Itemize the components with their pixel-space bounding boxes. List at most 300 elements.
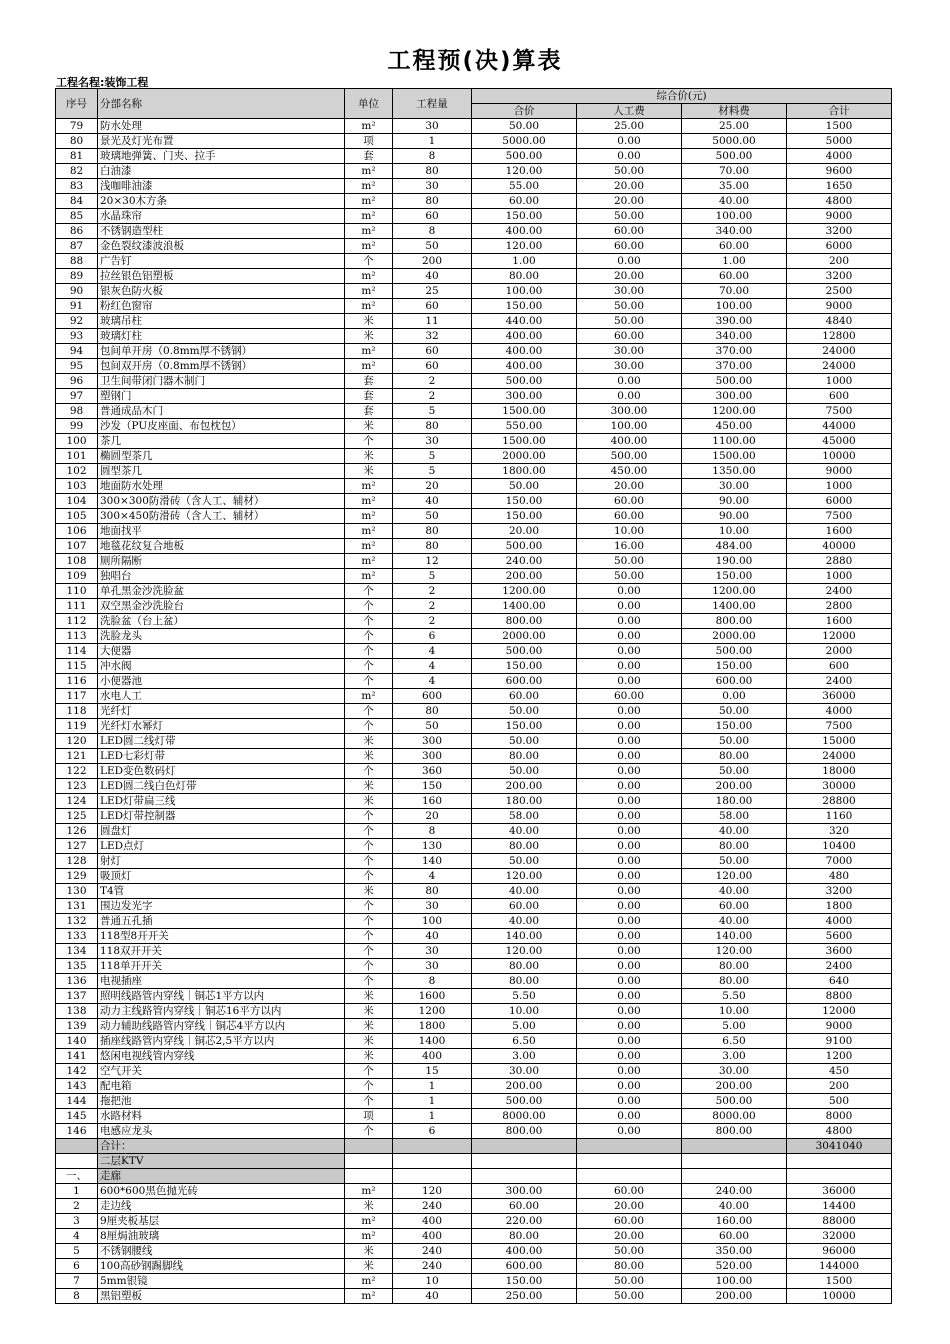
cell-unit: 米 <box>345 419 393 434</box>
page-title: 工程预(决)算表 <box>387 48 563 74</box>
subsection-row <box>56 1169 892 1184</box>
cell-qty: 400 <box>393 1049 472 1064</box>
cell-no: 1 <box>56 1184 98 1199</box>
table-row <box>56 659 892 674</box>
cell-labor: 30.00 <box>577 344 682 359</box>
cell-labor: 0.00 <box>577 929 682 944</box>
cell-unit: m² <box>345 224 393 239</box>
cell-labor: 0.00 <box>577 869 682 884</box>
cell-material: 180.00 <box>682 794 787 809</box>
cell-unit-price: 400.00 <box>472 359 577 374</box>
cell-unit: 米 <box>345 749 393 764</box>
cell-qty: 4 <box>393 869 472 884</box>
cell-total: 1500 <box>787 119 892 134</box>
cell-unit: 个 <box>345 254 393 269</box>
cell-name: LED灯带控制器 <box>98 809 345 824</box>
cell-unit: 米 <box>345 794 393 809</box>
cell-unit: 个 <box>345 719 393 734</box>
cell-name: 大便器 <box>98 644 345 659</box>
cell-no: 126 <box>56 824 98 839</box>
header-no: 序号 <box>56 89 98 119</box>
cell-material: 300.00 <box>682 389 787 404</box>
cell-material: 1200.00 <box>682 404 787 419</box>
table-row <box>56 704 892 719</box>
cell-unit-price: 120.00 <box>472 164 577 179</box>
table-row <box>56 359 892 374</box>
cell-name: 空气开关 <box>98 1064 345 1079</box>
cell-total: 1200 <box>787 1049 892 1064</box>
cell-material: 40.00 <box>682 194 787 209</box>
cell-qty: 5 <box>393 404 472 419</box>
cell-total: 8000 <box>787 1109 892 1124</box>
cell-material: 90.00 <box>682 509 787 524</box>
section-cell-empty <box>577 1154 682 1169</box>
cell-material: 1.00 <box>682 254 787 269</box>
cell-no: 114 <box>56 644 98 659</box>
cell-no: 143 <box>56 1079 98 1094</box>
cell-material: 5.50 <box>682 989 787 1004</box>
cell-name: 光纤灯 <box>98 704 345 719</box>
cell-labor: 60.00 <box>577 329 682 344</box>
cell-total: 18000 <box>787 764 892 779</box>
cell-qty: 80 <box>393 194 472 209</box>
cell-unit-price: 150.00 <box>472 659 577 674</box>
cell-unit-price: 20.00 <box>472 524 577 539</box>
cell-total: 96000 <box>787 1244 892 1259</box>
budget-table <box>55 88 892 1304</box>
cell-qty: 8 <box>393 824 472 839</box>
total-cell-empty <box>56 1139 98 1154</box>
section-cell-empty <box>393 1154 472 1169</box>
cell-unit: m² <box>345 164 393 179</box>
cell-material: 520.00 <box>682 1259 787 1274</box>
cell-unit: 项 <box>345 1109 393 1124</box>
cell-labor: 0.00 <box>577 794 682 809</box>
cell-name: 围边发光字 <box>98 899 345 914</box>
cell-unit: 米 <box>345 989 393 1004</box>
subsection-cell-empty <box>787 1169 892 1184</box>
cell-labor: 50.00 <box>577 569 682 584</box>
table-row <box>56 749 892 764</box>
cell-qty: 10 <box>393 1274 472 1289</box>
cell-total: 3600 <box>787 944 892 959</box>
cell-total: 3200 <box>787 224 892 239</box>
total-value: 3041040 <box>787 1139 892 1154</box>
cell-total: 1500 <box>787 1274 892 1289</box>
cell-qty: 5 <box>393 464 472 479</box>
cell-unit: 个 <box>345 1094 393 1109</box>
cell-no: 135 <box>56 959 98 974</box>
cell-total: 9600 <box>787 164 892 179</box>
table-row <box>56 1214 892 1229</box>
cell-labor: 0.00 <box>577 644 682 659</box>
cell-labor: 50.00 <box>577 1274 682 1289</box>
cell-labor: 0.00 <box>577 704 682 719</box>
table-row <box>56 509 892 524</box>
cell-labor: 0.00 <box>577 824 682 839</box>
cell-qty: 1 <box>393 1109 472 1124</box>
cell-qty: 400 <box>393 1229 472 1244</box>
table-row <box>56 1124 892 1139</box>
cell-labor: 20.00 <box>577 1229 682 1244</box>
cell-labor: 0.00 <box>577 1124 682 1139</box>
cell-qty: 1 <box>393 134 472 149</box>
cell-name: 银灰色防火板 <box>98 284 345 299</box>
cell-material: 60.00 <box>682 269 787 284</box>
cell-qty: 130 <box>393 839 472 854</box>
cell-no: 102 <box>56 464 98 479</box>
cell-name: 悠闲电视线管内穿线 <box>98 1049 345 1064</box>
cell-qty: 2 <box>393 614 472 629</box>
cell-unit-price: 150.00 <box>472 509 577 524</box>
cell-labor: 60.00 <box>577 689 682 704</box>
cell-labor: 50.00 <box>577 554 682 569</box>
cell-material: 1100.00 <box>682 434 787 449</box>
table-row <box>56 1199 892 1214</box>
cell-labor: 0.00 <box>577 764 682 779</box>
cell-no: 83 <box>56 179 98 194</box>
cell-name: 厕所隔断 <box>98 554 345 569</box>
cell-qty: 1 <box>393 1079 472 1094</box>
table-row <box>56 569 892 584</box>
subsection-cell-empty <box>393 1169 472 1184</box>
cell-no: 136 <box>56 974 98 989</box>
cell-unit: 个 <box>345 1064 393 1079</box>
cell-qty: 140 <box>393 854 472 869</box>
table-row <box>56 389 892 404</box>
cell-total: 7500 <box>787 719 892 734</box>
table-row <box>56 764 892 779</box>
total-cell-empty <box>393 1139 472 1154</box>
subsection-no: 一、 <box>56 1169 98 1184</box>
cell-unit-price: 60.00 <box>472 1199 577 1214</box>
cell-unit: m² <box>345 479 393 494</box>
cell-unit-price: 55.00 <box>472 179 577 194</box>
cell-qty: 1400 <box>393 1034 472 1049</box>
cell-unit: m² <box>345 1289 393 1304</box>
cell-unit-price: 200.00 <box>472 569 577 584</box>
cell-labor: 0.00 <box>577 959 682 974</box>
cell-material: 58.00 <box>682 809 787 824</box>
cell-qty: 60 <box>393 344 472 359</box>
table-row <box>56 734 892 749</box>
cell-unit: 套 <box>345 389 393 404</box>
table-row <box>56 854 892 869</box>
table-row <box>56 929 892 944</box>
cell-unit-price: 50.00 <box>472 704 577 719</box>
cell-unit-price: 150.00 <box>472 719 577 734</box>
cell-labor: 30.00 <box>577 359 682 374</box>
cell-qty: 32 <box>393 329 472 344</box>
cell-unit: 米 <box>345 314 393 329</box>
cell-no: 121 <box>56 749 98 764</box>
total-cell-empty <box>577 1139 682 1154</box>
cell-unit-price: 200.00 <box>472 779 577 794</box>
cell-name: 沙发（PU皮座面、布包枕包） <box>98 419 345 434</box>
cell-material: 340.00 <box>682 329 787 344</box>
cell-name: 包间单开房（0.8mm厚不锈钢） <box>98 344 345 359</box>
cell-unit: 个 <box>345 584 393 599</box>
cell-unit-price: 550.00 <box>472 419 577 434</box>
cell-unit: 个 <box>345 824 393 839</box>
cell-no: 88 <box>56 254 98 269</box>
table-row <box>56 149 892 164</box>
section-cell-empty <box>56 1154 98 1169</box>
header-material: 材料费 <box>682 104 787 119</box>
cell-material: 80.00 <box>682 749 787 764</box>
cell-material: 80.00 <box>682 839 787 854</box>
cell-name: 电视插座 <box>98 974 345 989</box>
header-labor: 人工费 <box>577 104 682 119</box>
cell-unit-price: 80.00 <box>472 749 577 764</box>
cell-name: 拉丝银色铝塑板 <box>98 269 345 284</box>
cell-unit: m² <box>345 524 393 539</box>
table-row <box>56 314 892 329</box>
cell-name: 圆型茶几 <box>98 464 345 479</box>
table-row <box>56 959 892 974</box>
table-row <box>56 1259 892 1274</box>
header-total: 合计 <box>787 104 892 119</box>
cell-unit-price: 80.00 <box>472 1229 577 1244</box>
cell-labor: 0.00 <box>577 599 682 614</box>
cell-unit: 米 <box>345 329 393 344</box>
cell-no: 111 <box>56 599 98 614</box>
table-row <box>56 449 892 464</box>
cell-no: 119 <box>56 719 98 734</box>
cell-unit: 米 <box>345 449 393 464</box>
cell-total: 2400 <box>787 674 892 689</box>
cell-material: 60.00 <box>682 239 787 254</box>
cell-material: 40.00 <box>682 884 787 899</box>
cell-unit: m² <box>345 494 393 509</box>
cell-qty: 240 <box>393 1199 472 1214</box>
cell-qty: 30 <box>393 434 472 449</box>
cell-labor: 0.00 <box>577 614 682 629</box>
cell-unit-price: 80.00 <box>472 269 577 284</box>
cell-no: 8 <box>56 1289 98 1304</box>
table-row <box>56 554 892 569</box>
cell-name: 地面防水处理 <box>98 479 345 494</box>
cell-material: 350.00 <box>682 1244 787 1259</box>
cell-unit-price: 5000.00 <box>472 134 577 149</box>
cell-no: 89 <box>56 269 98 284</box>
cell-unit: 米 <box>345 1049 393 1064</box>
cell-unit-price: 500.00 <box>472 374 577 389</box>
cell-no: 115 <box>56 659 98 674</box>
subsection-name: 走廊 <box>98 1169 345 1184</box>
cell-unit: m² <box>345 1214 393 1229</box>
cell-name: 地毯花纹复合地板 <box>98 539 345 554</box>
table-row <box>56 614 892 629</box>
cell-material: 500.00 <box>682 644 787 659</box>
cell-unit: m² <box>345 269 393 284</box>
cell-name: 玻璃灯柱 <box>98 329 345 344</box>
cell-name: 洗脸盆（台上盆） <box>98 614 345 629</box>
table-row <box>56 344 892 359</box>
cell-material: 3.00 <box>682 1049 787 1064</box>
cell-unit-price: 1.00 <box>472 254 577 269</box>
cell-unit-price: 500.00 <box>472 539 577 554</box>
cell-name: 5mm银镜 <box>98 1274 345 1289</box>
total-label: 合计： <box>98 1139 345 1154</box>
cell-no: 140 <box>56 1034 98 1049</box>
cell-unit: 个 <box>345 434 393 449</box>
cell-unit: m² <box>345 179 393 194</box>
cell-total: 10000 <box>787 449 892 464</box>
cell-unit-price: 120.00 <box>472 869 577 884</box>
cell-unit-price: 400.00 <box>472 224 577 239</box>
cell-unit: m² <box>345 689 393 704</box>
cell-qty: 200 <box>393 254 472 269</box>
cell-unit: 个 <box>345 869 393 884</box>
cell-no: 92 <box>56 314 98 329</box>
cell-name: 金色裂纹漆波浪板 <box>98 239 345 254</box>
cell-labor: 30.00 <box>577 284 682 299</box>
table-row <box>56 1274 892 1289</box>
cell-total: 24000 <box>787 749 892 764</box>
cell-material: 120.00 <box>682 869 787 884</box>
cell-labor: 0.00 <box>577 389 682 404</box>
cell-material: 160.00 <box>682 1214 787 1229</box>
cell-unit-price: 120.00 <box>472 239 577 254</box>
cell-name: 吸顶灯 <box>98 869 345 884</box>
cell-unit: m² <box>345 539 393 554</box>
cell-qty: 15 <box>393 1064 472 1079</box>
cell-unit-price: 500.00 <box>472 1094 577 1109</box>
header-composite: 综合价(元) <box>472 89 892 104</box>
cell-unit-price: 1500.00 <box>472 404 577 419</box>
cell-qty: 80 <box>393 524 472 539</box>
cell-unit: m² <box>345 344 393 359</box>
cell-name: 粉红色窗帘 <box>98 299 345 314</box>
cell-labor: 0.00 <box>577 854 682 869</box>
cell-labor: 0.00 <box>577 149 682 164</box>
header-unit-price: 合价 <box>472 104 577 119</box>
cell-labor: 10.00 <box>577 524 682 539</box>
cell-material: 340.00 <box>682 224 787 239</box>
cell-unit: 个 <box>345 1124 393 1139</box>
cell-total: 1000 <box>787 374 892 389</box>
cell-name: 广告钉 <box>98 254 345 269</box>
cell-no: 94 <box>56 344 98 359</box>
cell-total: 88000 <box>787 1214 892 1229</box>
cell-unit-price: 5.00 <box>472 1019 577 1034</box>
cell-no: 99 <box>56 419 98 434</box>
cell-name: 茶几 <box>98 434 345 449</box>
table-row <box>56 254 892 269</box>
cell-no: 146 <box>56 1124 98 1139</box>
table-row <box>56 1184 892 1199</box>
cell-no: 123 <box>56 779 98 794</box>
header-unit: 单位 <box>345 89 393 119</box>
cell-unit-price: 150.00 <box>472 299 577 314</box>
cell-total: 2500 <box>787 284 892 299</box>
cell-labor: 80.00 <box>577 1259 682 1274</box>
table-row <box>56 1244 892 1259</box>
table-row <box>56 134 892 149</box>
cell-qty: 2 <box>393 584 472 599</box>
cell-material: 90.00 <box>682 494 787 509</box>
cell-name: 118型8开开关 <box>98 929 345 944</box>
cell-unit: 个 <box>345 704 393 719</box>
cell-no: 110 <box>56 584 98 599</box>
cell-labor: 60.00 <box>577 1214 682 1229</box>
cell-unit: m² <box>345 194 393 209</box>
cell-material: 40.00 <box>682 1199 787 1214</box>
cell-total: 9000 <box>787 1019 892 1034</box>
cell-name: 白油漆 <box>98 164 345 179</box>
cell-material: 6.50 <box>682 1034 787 1049</box>
cell-no: 3 <box>56 1214 98 1229</box>
section-cell-empty <box>682 1154 787 1169</box>
cell-total: 15000 <box>787 734 892 749</box>
cell-name: 拖把池 <box>98 1094 345 1109</box>
table-row <box>56 884 892 899</box>
cell-unit-price: 800.00 <box>472 1124 577 1139</box>
cell-unit: m² <box>345 1274 393 1289</box>
cell-no: 120 <box>56 734 98 749</box>
cell-labor: 500.00 <box>577 449 682 464</box>
cell-no: 96 <box>56 374 98 389</box>
cell-unit-price: 600.00 <box>472 674 577 689</box>
cell-total: 10400 <box>787 839 892 854</box>
cell-unit-price: 600.00 <box>472 1259 577 1274</box>
cell-unit: 个 <box>345 974 393 989</box>
cell-no: 109 <box>56 569 98 584</box>
table-row <box>56 644 892 659</box>
table-row <box>56 1079 892 1094</box>
cell-no: 79 <box>56 119 98 134</box>
cell-unit: 项 <box>345 134 393 149</box>
cell-material: 1400.00 <box>682 599 787 614</box>
cell-unit-price: 200.00 <box>472 1079 577 1094</box>
cell-labor: 0.00 <box>577 944 682 959</box>
cell-name: 动力主线路管内穿线｜铜芯16平方以内 <box>98 1004 345 1019</box>
cell-total: 9000 <box>787 464 892 479</box>
cell-material: 30.00 <box>682 1064 787 1079</box>
total-cell-empty <box>345 1139 393 1154</box>
table-row <box>56 674 892 689</box>
cell-name: 小便器池 <box>98 674 345 689</box>
cell-unit-price: 300.00 <box>472 1184 577 1199</box>
cell-name: LED圆二线灯带 <box>98 734 345 749</box>
cell-name: 浅咖啡油漆 <box>98 179 345 194</box>
cell-unit-price: 2000.00 <box>472 449 577 464</box>
cell-name: 300×300防滑砖（含人工、辅材） <box>98 494 345 509</box>
cell-labor: 25.00 <box>577 119 682 134</box>
cell-unit-price: 40.00 <box>472 824 577 839</box>
cell-material: 10.00 <box>682 1004 787 1019</box>
table-row <box>56 224 892 239</box>
cell-labor: 0.00 <box>577 809 682 824</box>
cell-labor: 50.00 <box>577 299 682 314</box>
cell-labor: 0.00 <box>577 1094 682 1109</box>
cell-name: 防水处理 <box>98 119 345 134</box>
cell-name: 冲水阀 <box>98 659 345 674</box>
cell-name: 普通五孔插 <box>98 914 345 929</box>
cell-unit: 米 <box>345 1199 393 1214</box>
cell-total: 32000 <box>787 1229 892 1244</box>
header-qty: 工程量 <box>393 89 472 119</box>
cell-labor: 60.00 <box>577 1184 682 1199</box>
cell-material: 140.00 <box>682 929 787 944</box>
cell-name: 玻璃吊柱 <box>98 314 345 329</box>
cell-unit: 个 <box>345 599 393 614</box>
cell-no: 95 <box>56 359 98 374</box>
cell-material: 8000.00 <box>682 1109 787 1124</box>
table-row <box>56 239 892 254</box>
cell-qty: 600 <box>393 689 472 704</box>
